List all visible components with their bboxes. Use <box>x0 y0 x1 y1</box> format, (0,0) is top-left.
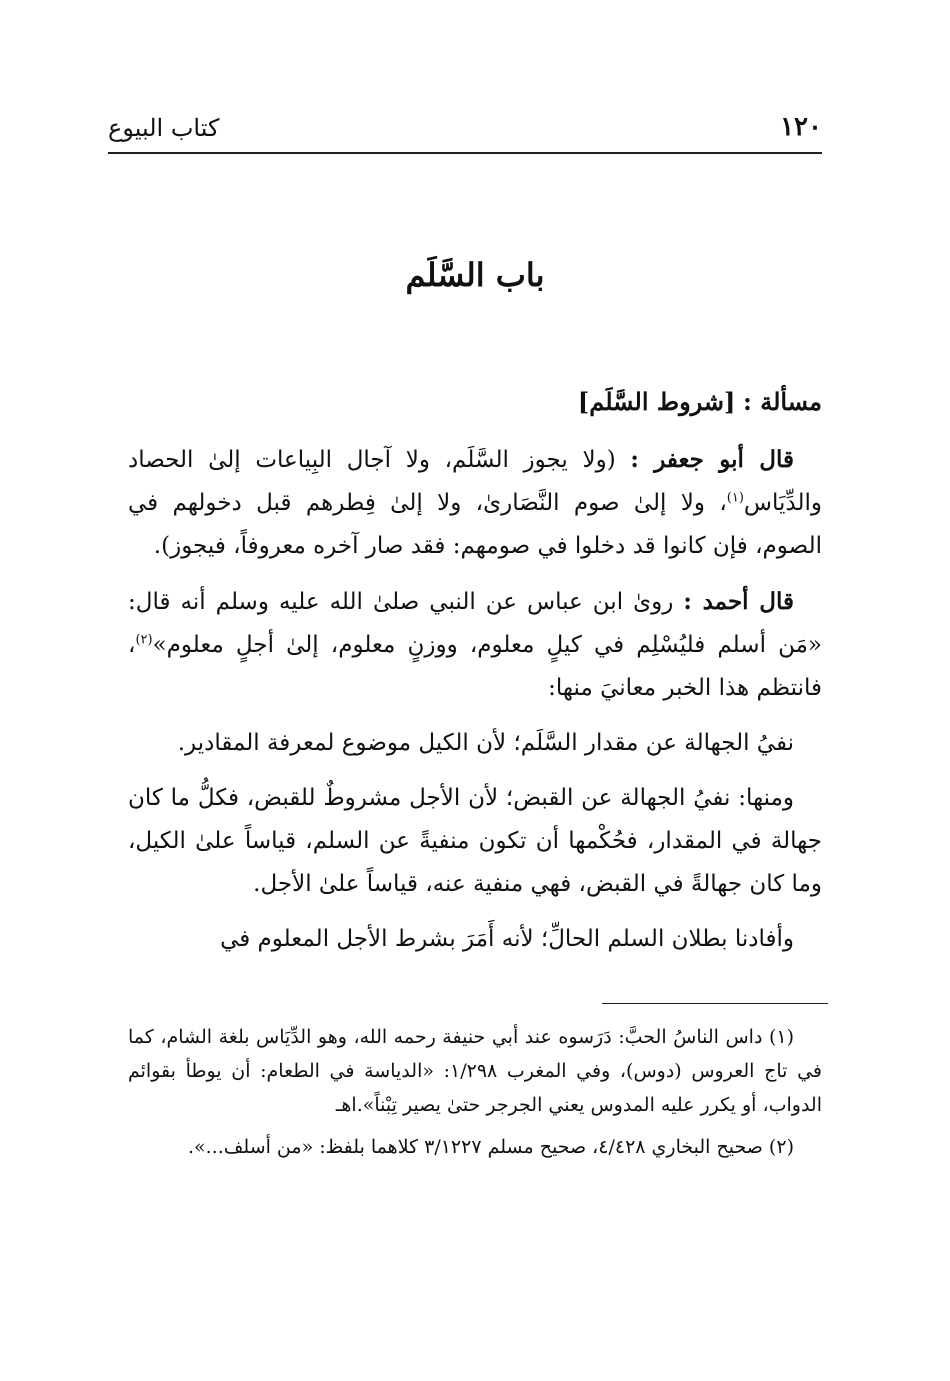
speaker-ahmad: قال أحمد : <box>683 588 794 615</box>
text-segment: روىٰ ابن عباس عن النبي صلىٰ الله عليه وسلم أنه قال: «مَن أسلم فليُسْلِم في كيلٍ معلوم، ووزنٍ معلوم، إلىٰ أجلٍ معلوم» <box>128 589 822 658</box>
footnote-ref-2: (٢) <box>135 632 153 648</box>
paragraph-meaning-1: نفيُ الجهالة عن مقدار السَّلَم؛ لأن الكيل موضوع لمعرفة المقادير. <box>177 730 794 756</box>
page-number: ١٢٠ <box>780 112 822 142</box>
issue-label: مسألة : <box>743 387 822 416</box>
paragraph-abu-jafar <box>128 438 822 568</box>
footnote-ref-1: (١) <box>726 490 744 506</box>
page-header <box>108 108 822 154</box>
running-title: كتاب البيوع <box>108 114 220 142</box>
text-segment: ، فانتظم هذا الخبر معانيَ منها: <box>128 632 822 701</box>
paragraph-meaning-2: ومنها: نفيُ الجهالة عن القبض؛ لأن الأجل مشروطٌ للقبض، فكلُّ ما كان جهالة في المقدار، فحُكْمها أن تكون منفيةً عن السلم، قياساً علىٰ الكيل، وما كان جهالةً في القبض، فهي منفية عنه، قياساً علىٰ الأجل. <box>128 785 822 897</box>
speaker-abu-jafar: قال أبو جعفر : <box>630 446 794 473</box>
chapter-title: باب السَّلَم <box>405 256 545 294</box>
footnote-2: (٢) صحيح البخاري ٤/٤٢٨، صحيح مسلم ٣/١٢٢٧ كلاهما بلفظ: «من أسلف...». <box>187 1136 794 1158</box>
text-segment: ، ولا إلىٰ صوم النَّصَارىٰ، ولا إلىٰ فِطرهم قبل دخولهم في الصوم، فإن كانوا قد دخلوا في صومهم: فقد صار آخره معروفاً، فيجوز). <box>128 490 822 559</box>
issue-title: [شروط السَّلَم] <box>577 387 736 416</box>
main-text <box>128 380 822 973</box>
footnote-divider <box>602 1003 828 1004</box>
footnotes <box>128 1020 822 1172</box>
paragraph-ahmad <box>128 580 822 710</box>
paragraph-meaning-3: وأفادنا بطلان السلم الحالِّ؛ لأنه أَمَرَ بشرط الأجل المعلوم في <box>220 926 794 952</box>
issue-heading <box>128 380 822 424</box>
footnote-1: (١) داس الناسُ الحبَّ: دَرَسوه عند أبي حنيفة رحمه الله، وهو الدِّيَاس بلغة الشام، كما في تاج العروس (دوس)، وفي المغرب ١/٢٩٨: «الدياسة في الطعام: أن يوطأ بقوائم الدواب، أو يكرر عليه المدوس يعني الجرجر حتىٰ يصير تِبْناً».اهـ <box>128 1026 822 1116</box>
text-segment: (ولا يجوز السَّلَم، ولا آجال البِياعات إلىٰ الحصاد والدِّيَاس <box>128 447 822 516</box>
